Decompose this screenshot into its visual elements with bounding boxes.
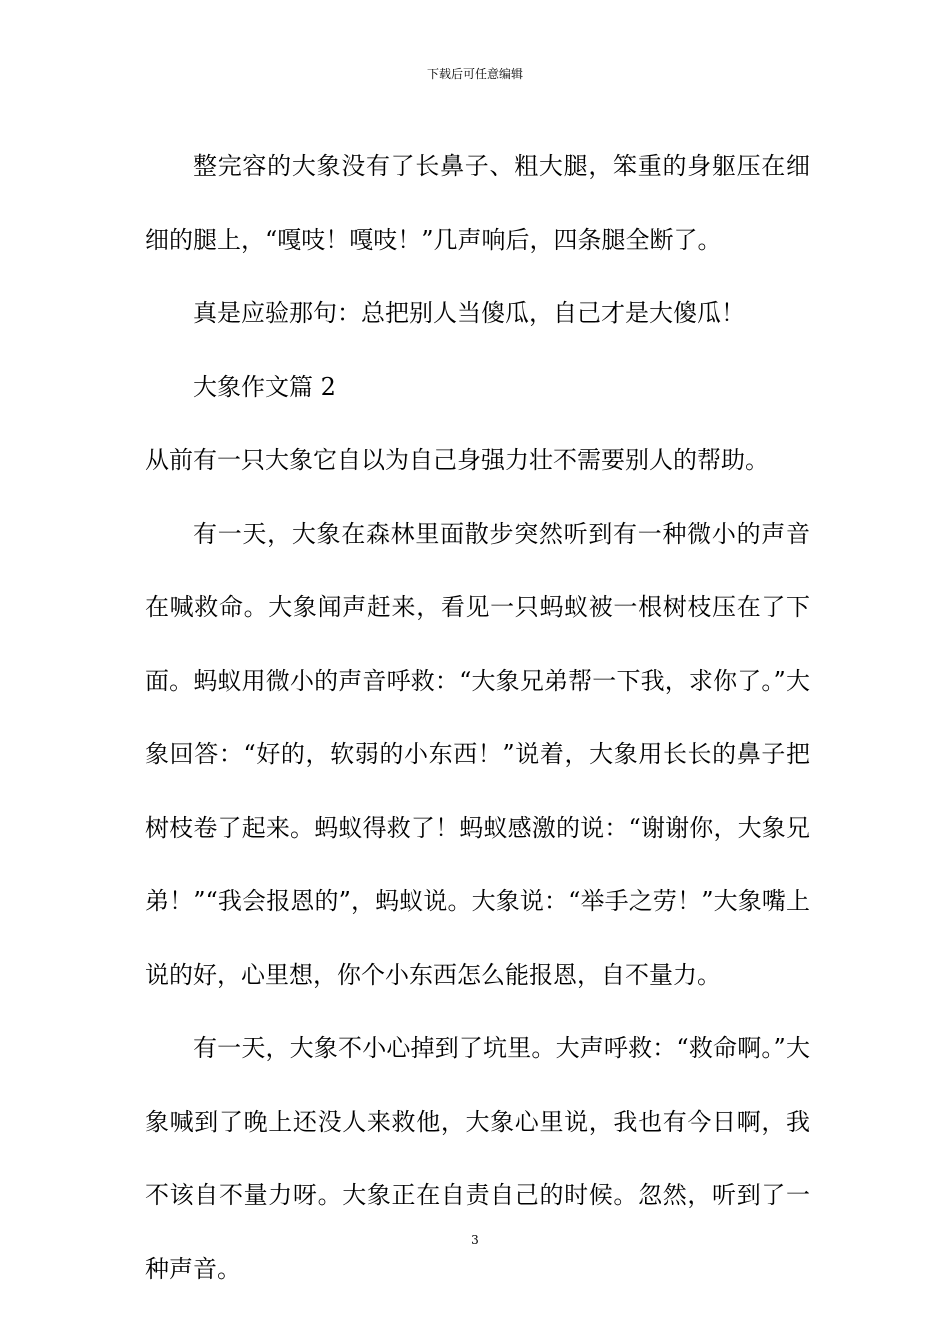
section-heading: 大象作文篇 2	[193, 372, 336, 401]
paragraph: 从前有一只大象它自以为自己身强力壮不需要别人的帮助。	[145, 446, 769, 474]
paragraph: 整完容的大象没有了长鼻子、粗大腿，笨重的身躯压在细细的腿上，“嘎吱！嘎吱！”几声响后，四条腿全断了。	[145, 152, 810, 254]
page-header: 下载后可任意编辑	[426, 67, 523, 81]
paragraph: 有一天，大象在森林里面散步突然听到有一种微小的声音在喊救命。大象闻声赶来，看见一只蚂蚁被一根树枝压在了下面。蚂蚁用微小的声音呼救：“大象兄弟帮一下我，求你了。”大象回答：“好的，软弱的小东西！”说着，大象用长长的鼻子把树枝卷了起来。蚂蚁得救了！蚂蚁感激的说：“谢谢你，大象兄弟！”“我会报恩的”，蚂蚁说。大象说：“举手之劳！”大象嘴上说的好，心里想，你个小东西怎么能报恩，自不量力。	[145, 519, 810, 989]
page-number: 3	[471, 1233, 479, 1247]
paragraph: 真是应验那句：总把别人当傻瓜，自己才是大傻瓜！	[193, 299, 745, 327]
document-body	[145, 130, 810, 1306]
paragraph: 有一天，大象不小心掉到了坑里。大声呼救：“救命啊。”大象喊到了晚上还没人来救他，大象心里说，我也有今日啊，我不该自不量力呀。大象正在自责自己的时候。忽然，听到了一种声音。	[145, 1034, 810, 1283]
